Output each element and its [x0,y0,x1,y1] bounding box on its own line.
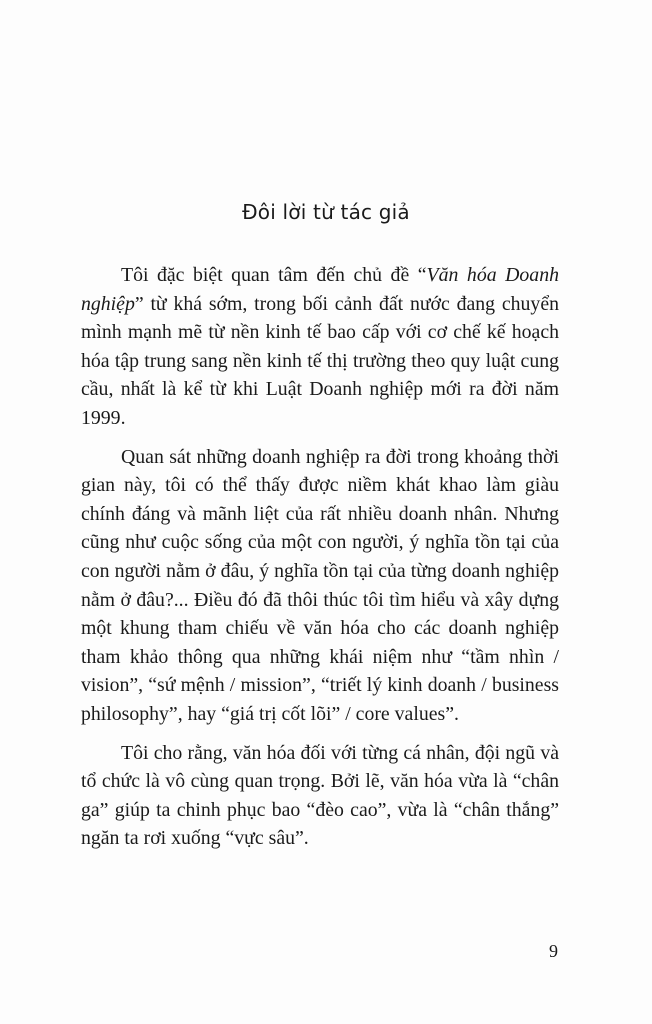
paragraph-1-rest: ” từ khá sớm, trong bối cảnh đất nước đang chuyển mình mạnh mẽ từ nền kinh tế bao cấp với cơ chế kế hoạch hóa tập trung sang nền kinh tế thị trường theo quy luật cung cầu, nhất là kể từ khi Luật Doanh nghiệp mới ra đời năm 1999. [81,292,559,429]
paragraph-3: Tôi cho rằng, văn hóa đối với từng cá nhân, đội ngũ và tổ chức là vô cùng quan trọng. Bởi lẽ, văn hóa vừa là “chân ga” giúp ta chinh phục bao “đèo cao”, vừa là “chân thắng” ngăn ta rơi xuống “vực sâu”. [81,741,559,850]
paragraph-1-italic: Văn hóa Doanh nghiệp [81,264,559,315]
body-text [81,261,559,863]
paragraph-1 [81,261,559,433]
paragraph-2: Quan sát những doanh nghiệp ra đời trong khoảng thời gian này, tôi có thể thấy được niềm khát khao làm giàu chính đáng và mãnh liệt của rất nhiều doanh nhân. Nhưng cũng như cuộc sống của một con người, ý nghĩa tồn tại của con người nằm ở đâu, ý nghĩa tồn tại của từng doanh nghiệp nằm ở đâu?... Điều đó đã thôi thúc tôi tìm hiểu và xây dựng một khung tham chiếu về văn hóa cho các doanh nghiệp tham khảo thông qua những khái niệm như “tầm nhìn / vision”, “sứ mệnh / mission”, “triết lý kinh doanh / business philosophy”, hay “giá trị cốt lõi” / core values”. [81,445,559,725]
paragraph-1-lead: Tôi đặc biệt quan tâm đến chủ đề “ [121,264,427,286]
page-number: 9 [549,941,558,961]
page-title: Đôi lời từ tác giả [242,200,410,224]
